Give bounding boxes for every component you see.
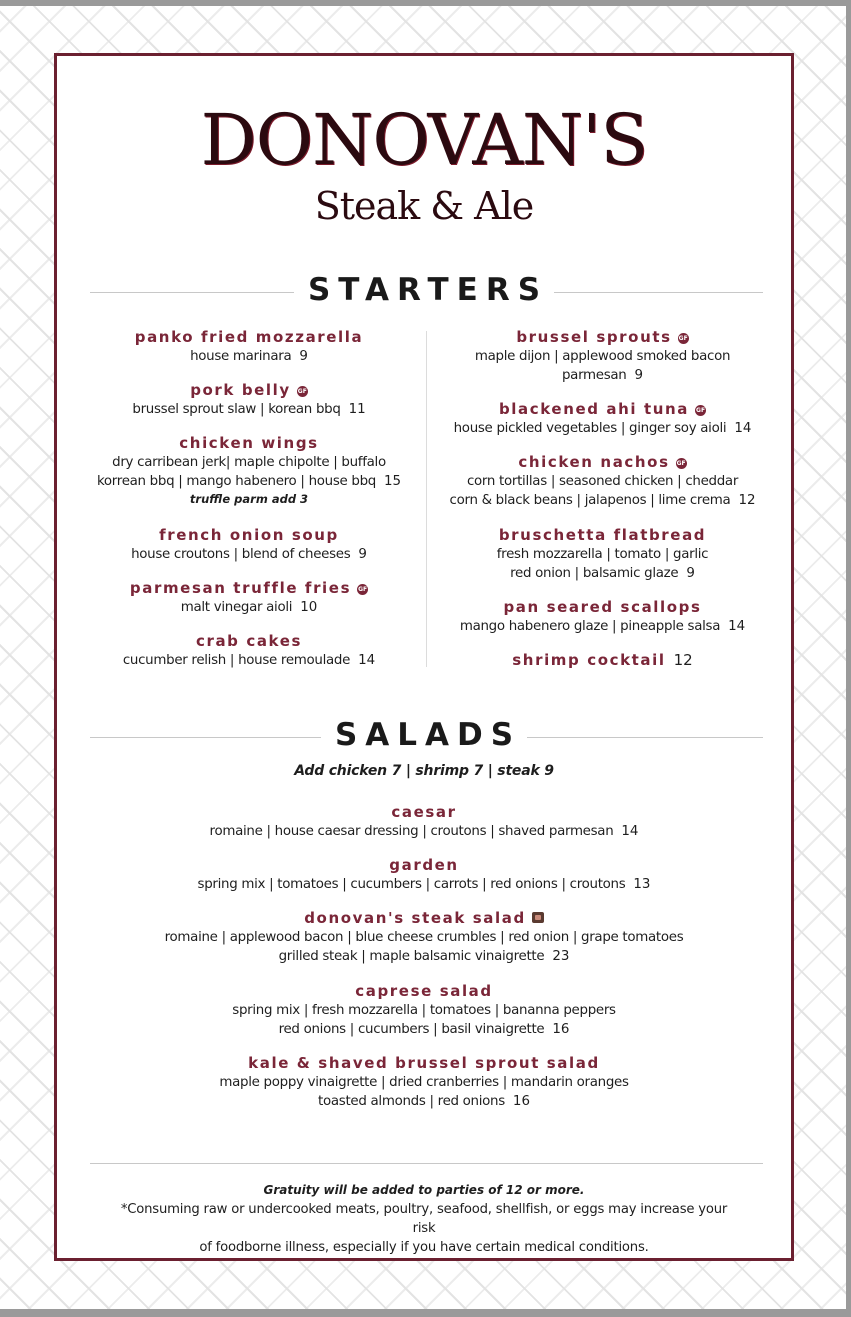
- item-description: [89, 453, 409, 472]
- item-name-line: [77, 982, 771, 1001]
- item-price: 12: [738, 493, 756, 508]
- menu-item: [77, 982, 771, 1039]
- item-name-line: [435, 526, 770, 545]
- item-description: [89, 347, 409, 366]
- item-name: garden: [389, 856, 459, 874]
- item-description: [89, 400, 409, 419]
- menu-item: [89, 381, 409, 419]
- footer-rule: [90, 1163, 763, 1164]
- item-name: chicken wings: [179, 434, 319, 452]
- item-price: 13: [633, 877, 651, 892]
- item-description: [435, 347, 770, 366]
- item-description: [435, 564, 770, 583]
- salads-list: [77, 803, 771, 1113]
- item-name: pan seared scallops: [503, 598, 702, 616]
- menu-item: [89, 579, 409, 617]
- item-name-line: [435, 328, 770, 347]
- item-description: [435, 366, 770, 385]
- menu-item: [435, 453, 770, 510]
- item-description-text: house pickled vegetables | ginger soy aioli: [453, 421, 727, 436]
- menu-item: [89, 526, 409, 564]
- item-name: kale & shaved brussel sprout salad: [248, 1054, 600, 1072]
- gluten-free-icon: GF: [358, 586, 368, 593]
- item-description: [77, 1020, 771, 1039]
- gluten-free-icon: GF: [696, 407, 706, 414]
- item-name: caprese salad: [355, 982, 493, 1000]
- item-description-text: korrean bbq | mango habenero | house bbq: [96, 474, 377, 489]
- item-description-text: malt vinegar aioli: [180, 600, 293, 615]
- gluten-free-icon: GF: [676, 460, 686, 467]
- gratuity-note: Gratuity will be added to parties of 12 or more.: [263, 1183, 585, 1197]
- item-name: shrimp cocktail: [512, 651, 666, 669]
- menu-content: [57, 56, 791, 1258]
- item-price: 23: [552, 949, 570, 964]
- item-name: crab cakes: [195, 632, 303, 650]
- item-name-line: [89, 526, 409, 545]
- item-name: french onion soup: [159, 526, 339, 544]
- item-price: 12: [673, 651, 693, 669]
- item-description: [89, 545, 409, 564]
- item-price: 14: [358, 653, 376, 668]
- menu-item: [77, 909, 771, 966]
- item-note: truffle parm add 3: [189, 492, 309, 506]
- disclaimer-line-1: *Consuming raw or undercooked meats, poultry, seafood, shellfish, or eggs may increase your risk: [120, 1202, 728, 1236]
- item-name: blackened ahi tuna: [498, 400, 690, 418]
- item-description: [77, 928, 771, 947]
- item-description: [89, 651, 409, 670]
- item-name: donovan's steak salad: [304, 909, 526, 927]
- item-name-line: [89, 579, 409, 598]
- item-price: 14: [734, 421, 752, 436]
- item-name-line: [77, 856, 771, 875]
- item-description-text: corn tortillas | seasoned chicken | cheddar: [466, 474, 739, 489]
- item-description-text: mango habenero glaze | pineapple salsa: [459, 619, 721, 634]
- item-name-line: [89, 434, 409, 453]
- restaurant-name: DONOVAN'S: [200, 99, 648, 181]
- salads-heading: [57, 717, 791, 753]
- item-name-line: [77, 909, 771, 928]
- menu-item: [89, 328, 409, 366]
- menu-item: [89, 632, 409, 670]
- item-description: [77, 1092, 771, 1111]
- item-description-text: corn & black beans | jalapenos | lime crema: [449, 493, 731, 508]
- item-price: 14: [728, 619, 746, 634]
- item-price: 16: [552, 1022, 570, 1037]
- food-safety-disclaimer: [117, 1200, 731, 1257]
- item-name-line: [77, 1054, 771, 1073]
- item-description-text: fresh mozzarella | tomato | garlic: [496, 547, 709, 562]
- item-price: 10: [300, 600, 318, 615]
- starters-right-column: [435, 328, 770, 673]
- item-name: bruschetta flatbread: [498, 526, 707, 544]
- item-name-line: [435, 651, 770, 670]
- item-description: [77, 875, 771, 894]
- item-description: [89, 472, 409, 491]
- item-name-line: [89, 328, 409, 347]
- menu-item: [77, 856, 771, 894]
- item-description: [435, 491, 770, 510]
- item-name: chicken nachos: [518, 453, 670, 471]
- menu-item: [435, 328, 770, 385]
- menu-card: [54, 53, 794, 1261]
- gluten-free-icon: GF: [297, 388, 307, 395]
- item-price: 9: [299, 349, 308, 364]
- starters-column-divider: [426, 331, 427, 667]
- item-price: 15: [384, 474, 402, 489]
- item-description-text: house marinara: [190, 349, 292, 364]
- item-description-text: house croutons | blend of cheeses: [131, 547, 351, 562]
- item-description-text: spring mix | fresh mozzarella | tomatoes | bananna peppers: [232, 1003, 616, 1018]
- item-name-line: [435, 400, 770, 419]
- item-name: panko fried mozzarella: [134, 328, 364, 346]
- item-description: [435, 617, 770, 636]
- item-description-text: maple dijon | applewood smoked bacon: [474, 349, 731, 364]
- menu-item: [435, 651, 770, 670]
- item-price: 11: [348, 402, 366, 417]
- item-name-line: [89, 632, 409, 651]
- item-description-text: spring mix | tomatoes | cucumbers | carrots | red onions | croutons: [197, 877, 626, 892]
- item-description-text: grilled steak | maple balsamic vinaigrette: [278, 949, 545, 964]
- item-price: 9: [634, 368, 644, 383]
- item-name-line: [77, 803, 771, 822]
- item-description-text: brussel sprout slaw | korean bbq: [132, 402, 341, 417]
- disclaimer-line-2: of foodborne illness, especially if you have certain medical conditions.: [199, 1240, 649, 1255]
- window-edge-top: [0, 0, 851, 6]
- salad-addons: Add chicken 7 | shrimp 7 | steak 9: [294, 763, 554, 779]
- window-edge-right: [846, 0, 851, 1317]
- item-description-text: maple poppy vinaigrette | dried cranberries | mandarin oranges: [219, 1075, 629, 1090]
- starters-heading: [57, 272, 791, 308]
- steak-icon: [532, 912, 544, 923]
- item-price: 14: [621, 824, 639, 839]
- item-name-line: [435, 453, 770, 472]
- item-description-text: romaine | applewood bacon | blue cheese crumbles | red onion | grape tomatoes: [164, 930, 684, 945]
- item-description: [77, 1001, 771, 1020]
- item-description-text: cucumber relish | house remoulade: [122, 653, 351, 668]
- menu-item: [77, 1054, 771, 1111]
- item-name: pork belly: [190, 381, 291, 399]
- item-name-line: [89, 381, 409, 400]
- item-description-text: parmesan: [561, 368, 627, 383]
- item-description-text: dry carribean jerk| maple chipolte | buffalo: [112, 455, 386, 470]
- salads-heading-text: SALADS: [321, 717, 527, 753]
- restaurant-subtitle: Steak & Ale: [314, 184, 534, 228]
- item-price: 16: [512, 1094, 530, 1109]
- item-description: [435, 419, 770, 438]
- item-description: [435, 545, 770, 564]
- item-description: [77, 947, 771, 966]
- starters-heading-text: STARTERS: [294, 272, 554, 308]
- item-price: 9: [358, 547, 367, 562]
- item-description-text: toasted almonds | red onions: [318, 1094, 505, 1109]
- item-price: 9: [686, 566, 695, 581]
- menu-item: [89, 434, 409, 508]
- item-description-text: romaine | house caesar dressing | croutons | shaved parmesan: [209, 824, 614, 839]
- item-description-text: red onions | cucumbers | basil vinaigrette: [278, 1022, 545, 1037]
- gluten-free-icon: GF: [678, 335, 688, 342]
- item-name: brussel sprouts: [516, 328, 672, 346]
- menu-item: [77, 803, 771, 841]
- item-description: [77, 1073, 771, 1092]
- item-name-line: [435, 598, 770, 617]
- starters-left-column: [89, 328, 409, 673]
- window-edge-bottom: [0, 1309, 851, 1317]
- item-description: [89, 598, 409, 617]
- menu-item: [435, 598, 770, 636]
- menu-item: [435, 526, 770, 583]
- item-description-text: red onion | balsamic glaze: [510, 566, 679, 581]
- item-description: [77, 822, 771, 841]
- menu-item: [435, 400, 770, 438]
- item-name: parmesan truffle fries: [129, 579, 352, 597]
- item-name: caesar: [391, 803, 457, 821]
- item-description: [435, 472, 770, 491]
